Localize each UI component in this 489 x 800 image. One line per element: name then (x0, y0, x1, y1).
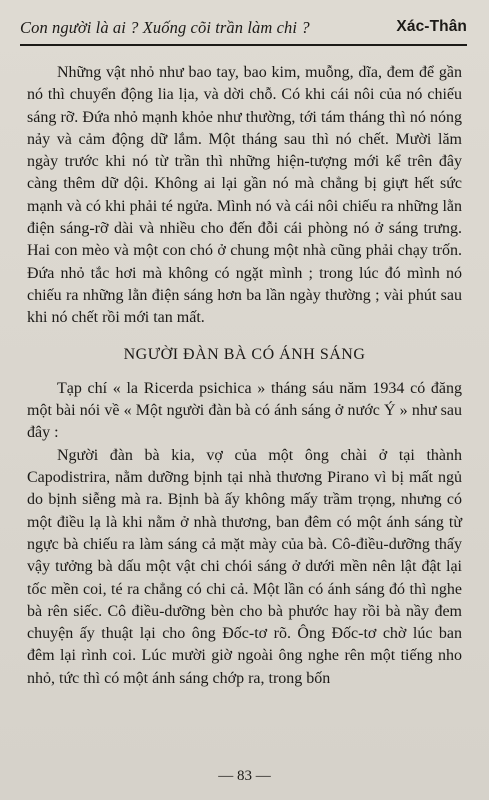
running-title: Con người là ai ? Xuống cõi trần làm chi ? (20, 18, 310, 37)
page-number: — 83 — (218, 768, 271, 784)
body-text (27, 62, 462, 690)
paragraph-2: Tạp chí « la Ricerda psichica » tháng sáu năm 1934 có đăng một bài nói về « Một người đàn bà có ánh sáng ở nước Ý » như sau đây : (27, 379, 462, 442)
section-heading: NGƯỜI ĐÀN BÀ CÓ ÁNH SÁNG (123, 345, 366, 363)
running-header (20, 18, 467, 40)
paragraph-1: Những vật nhỏ như bao tay, bao kim, muỗng, dĩa, đem để gần nó thì chuyển động lia lịa, và dời chỗ. Có khi cái nôi của nó chiếu sáng rỡ. Đứa nhỏ mạnh khỏe như thường, tới tám tháng thì nó nóng nảy và cảm động dữ lắm. Một tháng sau thì nó chết. Mười lăm ngày trước khi nó từ trần thì những hiện-tượng mới kể trên đây càng thêm dữ dội. Không ai lại gần nó mà chẳng bị giựt hết sức mạnh và có khi phải té ngửa. Mình nó và cái nôi chiếu ra những lằn điện sáng-rỡ dài và nhiều cho đến đỗi cái phòng nó ở sáng trưng. Hai con mèo và một con chó ở chung một nhà cũng phải chạy trốn. Đứa nhỏ tắc hơi mà không có ngặt mình ; trong lúc đó mình nó chiếu ra những lằn điện sáng hơn ba lần ngày thường ; vài phút sau khi nó chết rồi mới tan mất. (27, 64, 462, 327)
paragraph-3: Người đàn bà kia, vợ của một ông chài ở tại thành Capodistrira, nằm dưỡng bịnh tại nhà thương Pirano vì bị mất ngủ do bịnh siễng mà ra. Bịnh bà ấy không mấy trầm trọng, nhưng có một điều lạ là khi nằm ở nhà thương, ban đêm có một ánh sáng từ ngực bà chiếu ra làm sáng cả mặt mày của bà. Cô-điều-dưỡng thấy vậy tưởng bà dấu một vật chi chói sáng ở dưới mền nên lật đật lại tốc mền coi, té ra chẳng có chi cả. Một lần có ánh sáng đó thì nghe bà rên siếc. Cô điều-dưỡng bèn cho bà phước hay rồi bà nầy đem chuyện ấy thuật lại cho ông Đốc-tơ rõ. Ông Đốc-tơ chờ lúc ban đêm lại rình coi. Lúc mười giờ ngoài ông nghe rên một tiếng nho nhỏ, tức thì có một ánh sáng chớp ra, trong bốn (27, 446, 462, 687)
running-author: Xác-Thân (396, 18, 467, 35)
header-rule (20, 44, 467, 46)
